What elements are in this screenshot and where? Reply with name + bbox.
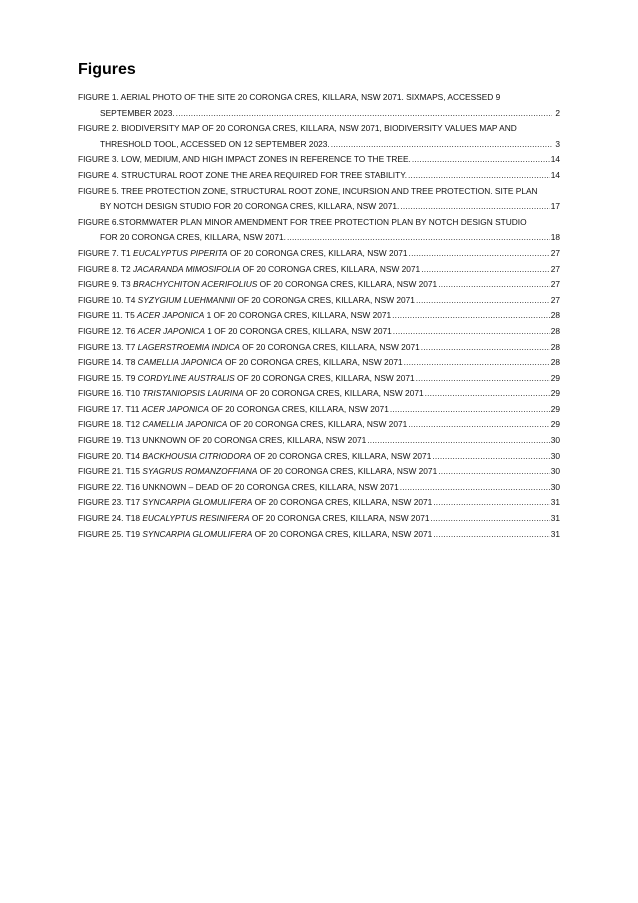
page-number: 29 bbox=[550, 403, 560, 414]
page-number: 2 bbox=[555, 107, 560, 118]
species-name: SYAGRUS ROMANZOFFIANA bbox=[142, 466, 258, 477]
dot-leader bbox=[432, 449, 549, 465]
caption-suffix: OF 20 CORONGA CRES, KILLARA, NSW 2071 bbox=[227, 419, 408, 430]
caption-suffix: OF 20 CORONGA CRES, KILLARA, NSW 2071 bbox=[257, 279, 438, 290]
figure-entry[interactable] bbox=[78, 371, 560, 387]
figure-caption bbox=[78, 324, 392, 340]
page-number: 29 bbox=[550, 388, 560, 399]
figure-caption bbox=[78, 433, 366, 449]
figure-caption bbox=[78, 417, 407, 433]
page-number: 27 bbox=[550, 263, 560, 274]
figure-entry[interactable] bbox=[78, 340, 560, 356]
dot-leader bbox=[412, 152, 550, 168]
caption-suffix: OF 20 CORONGA CRES, KILLARA, NSW 2071 bbox=[252, 497, 433, 508]
species-name: ACER JAPONICA bbox=[141, 403, 209, 414]
species-name: TRISTANIOPSIS LAURINA bbox=[142, 388, 244, 399]
caption-suffix: OF 20 CORONGA CRES, KILLARA, NSW 2071 bbox=[243, 388, 424, 399]
species-name: JACARANDA MIMOSIFOLIA bbox=[133, 263, 241, 274]
page-number: 17 bbox=[550, 201, 560, 212]
figure-entry[interactable] bbox=[78, 324, 560, 340]
figure-caption bbox=[78, 371, 415, 387]
figure-entry[interactable] bbox=[78, 355, 560, 371]
page-number: 30 bbox=[550, 481, 560, 492]
figure-entry[interactable] bbox=[78, 527, 560, 543]
page-number: 28 bbox=[550, 341, 560, 352]
figure-entry-line: FIGURE 2. BIODIVERSITY MAP OF 20 CORONGA CRES, KILLARA, NSW 2071, BIODIVERSITY VALUES MAP AND bbox=[78, 123, 517, 134]
figure-entry[interactable] bbox=[78, 277, 560, 293]
species-name: BRACHYCHITON ACERIFOLIUS bbox=[133, 279, 258, 290]
dot-leader bbox=[425, 386, 550, 402]
dot-leader bbox=[421, 340, 550, 356]
caption-prefix: FIGURE 23. T17 bbox=[78, 497, 143, 508]
caption-prefix: FIGURE 15. T9 bbox=[78, 372, 138, 383]
figure-entry[interactable] bbox=[78, 511, 560, 527]
figure-entry[interactable] bbox=[78, 215, 560, 246]
caption-suffix: OF 20 CORONGA CRES, KILLARA, NSW 2071 bbox=[251, 450, 432, 461]
page-number: 31 bbox=[550, 497, 560, 508]
page-number: 3 bbox=[555, 138, 560, 149]
figure-entry[interactable] bbox=[78, 464, 560, 480]
dot-leader bbox=[176, 106, 552, 122]
figure-entry[interactable] bbox=[78, 480, 560, 496]
species-name: CAMELLIA JAPONICA bbox=[142, 419, 228, 430]
figure-caption bbox=[78, 464, 437, 480]
caption-suffix: OF 20 CORONGA CRES, KILLARA, NSW 2071 bbox=[235, 294, 415, 305]
caption-suffix: OF 20 CORONGA CRES, KILLARA, NSW 2071 bbox=[239, 341, 420, 352]
page-number: 14 bbox=[550, 169, 560, 180]
caption-prefix: FIGURE 22. T16 UNKNOWN – DEAD OF 20 CORONGA CRES, KILLARA, NSW 2071 bbox=[78, 481, 399, 492]
caption-prefix: FIGURE 7. T1 bbox=[78, 247, 134, 258]
caption-prefix: FIGURE 24. T18 bbox=[78, 513, 143, 524]
page-number: 30 bbox=[550, 450, 560, 461]
caption-prefix: FIGURE 14. T8 bbox=[78, 357, 138, 368]
figure-entry[interactable] bbox=[78, 121, 560, 152]
figure-caption bbox=[78, 152, 411, 168]
species-name: BACKHOUSIA CITRIODORA bbox=[142, 450, 252, 461]
caption-prefix: FIGURE 21. T15 bbox=[78, 466, 143, 477]
caption-prefix: FIGURE 4. STRUCTURAL ROOT ZONE THE AREA REQUIRED FOR TREE STABILITY. bbox=[78, 169, 408, 180]
figure-entry-line: SEPTEMBER 2023. bbox=[100, 107, 175, 118]
figure-entry[interactable] bbox=[78, 495, 560, 511]
page-number: 18 bbox=[550, 232, 560, 243]
figure-caption bbox=[78, 511, 430, 527]
dot-leader bbox=[408, 168, 550, 184]
dot-leader bbox=[390, 402, 550, 418]
caption-prefix: FIGURE 3. LOW, MEDIUM, AND HIGH IMPACT ZONES IN REFERENCE TO THE TREE. bbox=[78, 154, 411, 165]
figure-caption bbox=[78, 480, 399, 496]
figure-caption bbox=[78, 308, 391, 324]
dot-leader bbox=[331, 137, 552, 153]
page-number: 30 bbox=[550, 435, 560, 446]
dot-leader bbox=[438, 277, 550, 293]
figure-caption bbox=[78, 293, 415, 309]
species-name: LAGERSTROEMIA INDICA bbox=[137, 341, 240, 352]
dot-leader bbox=[409, 246, 550, 262]
figure-entry-line: FIGURE 5. TREE PROTECTION ZONE, STRUCTURAL ROOT ZONE, INCURSION AND TREE PROTECTION. SITE PLAN bbox=[78, 185, 538, 196]
figure-caption bbox=[78, 246, 408, 262]
figure-list bbox=[78, 90, 560, 542]
page-number: 14 bbox=[550, 154, 560, 165]
dot-leader bbox=[287, 230, 550, 246]
species-name: CAMELLIA JAPONICA bbox=[137, 357, 223, 368]
figures-heading: Figures bbox=[78, 61, 136, 78]
page-number: 28 bbox=[550, 325, 560, 336]
page-number: 28 bbox=[550, 310, 560, 321]
caption-prefix: FIGURE 10. T4 bbox=[78, 294, 138, 305]
dot-leader bbox=[367, 433, 549, 449]
figure-entry[interactable] bbox=[78, 90, 560, 121]
caption-prefix: FIGURE 20. T14 bbox=[78, 450, 143, 461]
caption-prefix: FIGURE 17. T11 bbox=[78, 403, 142, 414]
figure-caption bbox=[78, 277, 437, 293]
caption-suffix: OF 20 CORONGA CRES, KILLARA, NSW 2071 bbox=[227, 247, 408, 258]
species-name: SYZYGIUM LUEHMANNII bbox=[137, 294, 236, 305]
species-name: CORDYLINE AUSTRALIS bbox=[137, 372, 235, 383]
figure-entry-line: THRESHOLD TOOL, ACCESSED ON 12 SEPTEMBER 2023. bbox=[100, 138, 330, 149]
dot-leader bbox=[433, 527, 549, 543]
figure-entry[interactable] bbox=[78, 293, 560, 309]
caption-prefix: FIGURE 12. T6 bbox=[78, 325, 138, 336]
figure-caption bbox=[78, 355, 403, 371]
figure-entry-line: FIGURE 6.STORMWATER PLAN MINOR AMENDMENT FOR TREE PROTECTION PLAN BY NOTCH DESIGN STUDIO bbox=[78, 216, 527, 227]
caption-prefix: FIGURE 25. T19 bbox=[78, 528, 143, 539]
dot-leader bbox=[408, 417, 549, 433]
species-name: ACER JAPONICA bbox=[137, 310, 205, 321]
page-number: 28 bbox=[550, 357, 560, 368]
dot-leader bbox=[416, 371, 550, 387]
page-number: 31 bbox=[550, 528, 560, 539]
caption-suffix: 1 OF 20 CORONGA CRES, KILLARA, NSW 2071 bbox=[204, 310, 392, 321]
figure-entry-line: FOR 20 CORONGA CRES, KILLARA, NSW 2071. bbox=[100, 232, 286, 243]
dot-leader bbox=[400, 199, 549, 215]
dot-leader bbox=[392, 308, 550, 324]
dot-leader bbox=[433, 495, 549, 511]
figure-caption bbox=[78, 340, 420, 356]
dot-leader bbox=[416, 293, 550, 309]
figure-entry-line: FIGURE 1. AERIAL PHOTO OF THE SITE 20 CORONGA CRES, KILLARA, NSW 2071. SIXMAPS, ACCESSED 9 bbox=[78, 92, 501, 102]
figure-entry[interactable] bbox=[78, 386, 560, 402]
caption-prefix: FIGURE 9. T3 bbox=[78, 279, 134, 290]
caption-prefix: FIGURE 19. T13 UNKNOWN OF 20 CORONGA CRES, KILLARA, NSW 2071 bbox=[78, 435, 367, 446]
page-number: 27 bbox=[550, 247, 560, 258]
dot-leader bbox=[438, 464, 550, 480]
caption-suffix: OF 20 CORONGA CRES, KILLARA, NSW 2071 bbox=[257, 466, 438, 477]
figure-entry[interactable] bbox=[78, 152, 560, 168]
figure-entry[interactable] bbox=[78, 246, 560, 262]
page-number: 29 bbox=[550, 419, 560, 430]
caption-suffix: 1 OF 20 CORONGA CRES, KILLARA, NSW 2071 bbox=[204, 325, 392, 336]
figure-caption bbox=[78, 527, 432, 543]
dot-leader bbox=[431, 511, 550, 527]
dot-leader bbox=[393, 324, 550, 340]
figure-entry[interactable] bbox=[78, 402, 560, 418]
caption-prefix: FIGURE 16. T10 bbox=[78, 388, 143, 399]
figure-entry[interactable] bbox=[78, 449, 560, 465]
caption-prefix: FIGURE 11. T5 bbox=[78, 310, 138, 321]
figure-caption bbox=[78, 495, 432, 511]
caption-suffix: OF 20 CORONGA CRES, KILLARA, NSW 2071 bbox=[234, 372, 415, 383]
dot-leader bbox=[421, 262, 550, 278]
figure-caption bbox=[78, 402, 389, 418]
caption-suffix: OF 20 CORONGA CRES, KILLARA, NSW 2071 bbox=[252, 528, 433, 539]
dot-leader bbox=[400, 480, 550, 496]
figure-entry[interactable] bbox=[78, 262, 560, 278]
dot-leader bbox=[404, 355, 550, 371]
caption-prefix: FIGURE 8. T2 bbox=[78, 263, 134, 274]
page-number: 29 bbox=[550, 372, 560, 383]
caption-suffix: OF 20 CORONGA CRES, KILLARA, NSW 2071 bbox=[249, 513, 430, 524]
figure-caption bbox=[78, 386, 424, 402]
figure-caption bbox=[78, 168, 407, 184]
page-number: 27 bbox=[550, 279, 560, 290]
caption-suffix: OF 20 CORONGA CRES, KILLARA, NSW 2071 bbox=[208, 403, 389, 414]
figure-entry[interactable] bbox=[78, 417, 560, 433]
page-number: 31 bbox=[550, 513, 560, 524]
caption-prefix: FIGURE 18. T12 bbox=[78, 419, 143, 430]
page-number: 30 bbox=[550, 466, 560, 477]
figure-entry-line: BY NOTCH DESIGN STUDIO FOR 20 CORONGA CRES, KILLARA, NSW 2071. bbox=[100, 201, 400, 212]
caption-prefix: FIGURE 13. T7 bbox=[78, 341, 138, 352]
species-name: EUCALYPTUS RESINIFERA bbox=[142, 513, 250, 524]
figure-entry[interactable] bbox=[78, 168, 560, 184]
figure-entry[interactable] bbox=[78, 433, 560, 449]
species-name: SYNCARPIA GLOMULIFERA bbox=[142, 497, 253, 508]
figure-entry[interactable] bbox=[78, 184, 560, 215]
figure-caption bbox=[78, 449, 431, 465]
species-name: SYNCARPIA GLOMULIFERA bbox=[142, 528, 253, 539]
figure-entry[interactable] bbox=[78, 308, 560, 324]
caption-suffix: OF 20 CORONGA CRES, KILLARA, NSW 2071 bbox=[240, 263, 421, 274]
figure-caption bbox=[78, 262, 420, 278]
species-name: ACER JAPONICA bbox=[137, 325, 205, 336]
caption-suffix: OF 20 CORONGA CRES, KILLARA, NSW 2071 bbox=[222, 357, 403, 368]
page-number: 27 bbox=[550, 294, 560, 305]
species-name: EUCALYPTUS PIPERITA bbox=[133, 247, 228, 258]
